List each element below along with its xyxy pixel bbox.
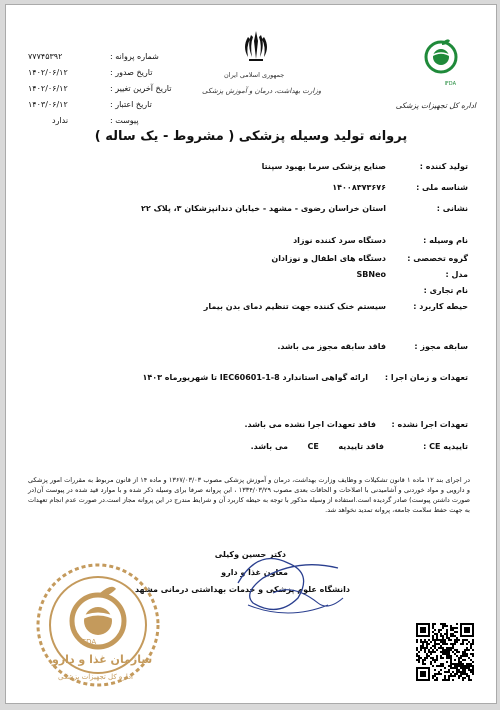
field-value-ce: فاقد تاییدیه CE می باشد. (250, 442, 384, 451)
field-value-address: استان خراسان رضوی - مشهد - خیابان دندانپزشکان ۳، پلاک ۲۲ (141, 204, 386, 213)
field-label-license-history: سابقه مجوز : (414, 342, 468, 351)
ifda-abbr: IFDA (444, 81, 456, 87)
field-label-manufacturer: تولید کننده : (419, 162, 468, 171)
attachment-label: پیوست : (110, 116, 139, 125)
attachment-value: ندارد (52, 116, 69, 125)
signer-name: دکتر حسین وکیلی (214, 550, 286, 559)
permit-no-label: شماره پروانه : (110, 52, 159, 61)
certificate-page (5, 4, 497, 704)
seal-org: سازمان غذا و دارو (52, 653, 153, 666)
field-label-address: نشانی : (436, 204, 468, 213)
field-label-ce: تاییدیه CE : (423, 442, 468, 451)
seal-abbr: IFDA (80, 638, 97, 646)
field-value-scope: سیستم خنک کننده جهت تنظیم دمای بدن بیمار (203, 302, 386, 311)
field-label-trade-name: نام تجاری : (423, 286, 468, 295)
field-label-specialty-group: گروه تخصصی : (407, 254, 468, 263)
field-value-commitments: ارائه گواهی استاندارد IEC60601-1-8 تا شهریورماه ۱۴۰۳ (142, 373, 368, 382)
field-value-device-name: دستگاه سرد کننده نوزاد (293, 236, 386, 245)
qr-code[interactable] (416, 623, 474, 685)
field-value-manufacturer: صنایع پزشکی سرما بهبود سپنتا (261, 162, 386, 171)
issue-date-label: تاریخ صدور : (110, 68, 153, 77)
republic-line: جمهوری اسلامی ایران (224, 71, 285, 79)
field-value-model: SBNeo (356, 270, 386, 279)
signature-mark (218, 543, 358, 627)
field-value-specialty-group: دستگاه های اطفال و نوزادان (271, 254, 386, 263)
field-label-commitments: تعهدات و زمان اجرا : (384, 373, 468, 382)
validity-date: ۱۴۰۳/۰۶/۱۲ (28, 100, 68, 109)
field-label-national-id: شناسه ملی : (416, 183, 468, 192)
seal-admin: اداره کل تجهیزات پزشکی (58, 673, 133, 681)
ifda-admin: اداره کل تجهیزات پزشکی (395, 101, 476, 110)
field-label-device-name: نام وسیله : (423, 236, 468, 245)
field-label-scope: حیطه کاربرد : (413, 302, 468, 311)
issue-date: ۱۴۰۲/۰۶/۱۲ (28, 68, 68, 77)
field-label-unfulfilled: تعهدات اجرا نشده : (391, 420, 468, 429)
ministry-line: وزارت بهداشت، درمان و آموزش پزشکی (202, 87, 322, 95)
permit-no: ۷۷۷۴۵۳۹۲ (28, 52, 63, 61)
legal-text: در اجرای بند ۱۲ ماده ۱ قانون تشکیلات و وظایف وزارت بهداشت، درمان و آموزش پزشکی مصوب ۱۳۶۷/۰۳/۰۳ و ماده ۱۴ از قانون مربوط به مقررات امور پزشکی و دارویی و مواد خوردنی و آشامیدنی با اصلاحات و الحاقات بعدی مصوب ۱۳۳۴/۰۳/۲۹ ، این پروانه صرفا برای وسیله ذکر شده و با موارد قید شده در پیوست آن(در صورت داشتن پیوست) صادر گردیده است.استفاده از وسیله مذکور با توجه به حیطه کاربرد آن و شرایط مندرج در این پروانه مجاز است.در صورت عدم انجام تعهدات به جهت حفظ سلامت جامعه، پروانه تمدید نخواهد شد. (28, 476, 470, 514)
field-value-license-history: فاقد سابقه مجوز می باشد. (277, 342, 386, 351)
iran-emblem-icon (238, 29, 274, 69)
validity-label: تاریخ اعتبار : (110, 100, 152, 109)
signer-university: دانشگاه علوم پزشکی و خدمات بهداشتی درمانی مشهد (134, 585, 350, 594)
last-change-date: ۱۴۰۲/۰۶/۱۲ (28, 84, 68, 93)
signer-role: معاون غذا و دارو (221, 568, 288, 577)
ifda-logo-icon (420, 35, 462, 81)
field-value-national-id: ۱۴۰۰۸۳۷۳۶۷۶ (332, 183, 386, 192)
field-label-model: مدل : (445, 270, 468, 279)
last-change-label: تاریخ آخرین تغییر : (110, 84, 172, 93)
field-value-unfulfilled: فاقد تعهدات اجرا نشده می باشد. (244, 420, 376, 429)
page-title: پروانه تولید وسیله پزشکی ( مشروط - یک ساله ) (94, 129, 408, 144)
